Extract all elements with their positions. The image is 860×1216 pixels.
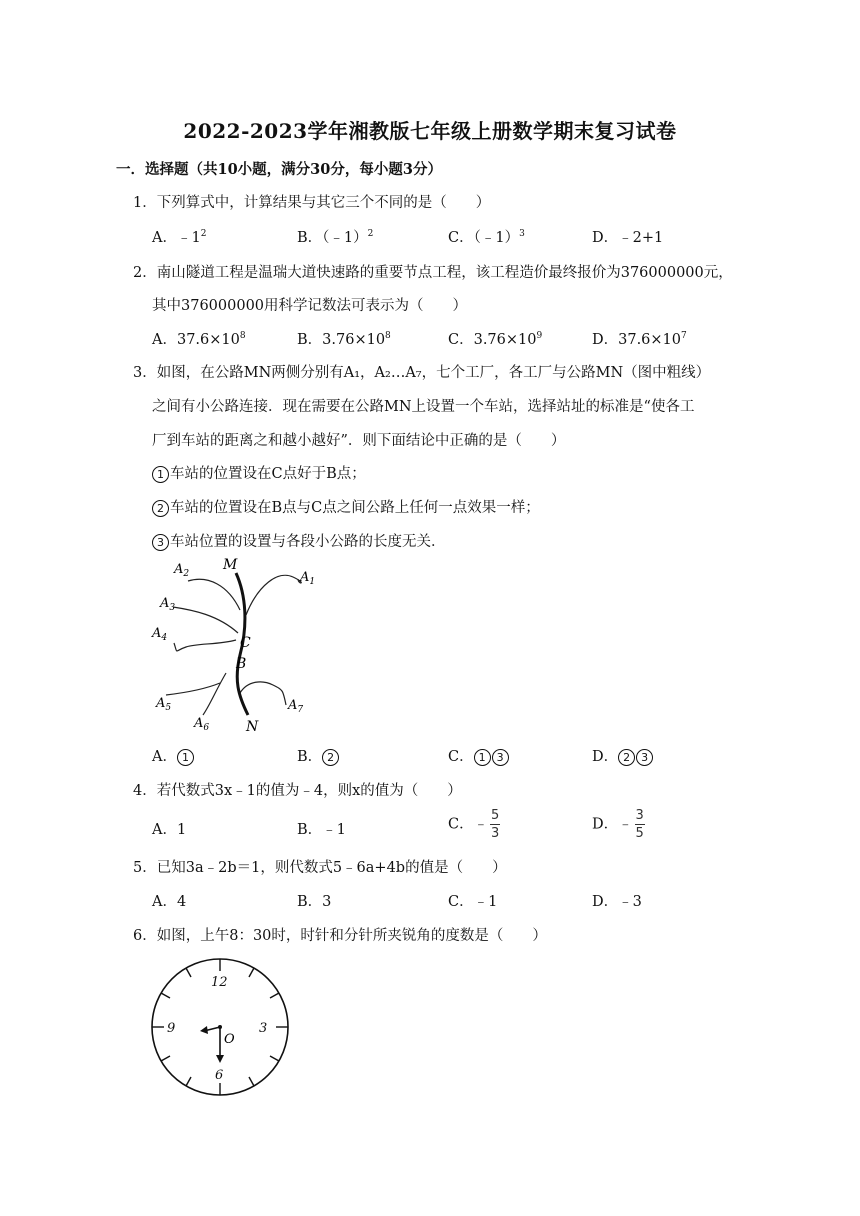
q3-statement-2: 2 车站的位置设在B点与C点之间公路上任何一点效果一样；: [152, 496, 540, 517]
q2-stem-line1: 2．南山隧道工程是温瑞大道快速路的重要节点工程，该工程造价最终报价为376000000元，: [133, 265, 733, 281]
label-n: N: [246, 719, 259, 735]
q5-stem: 5．已知3a﹣2b＝1，则代数式5﹣6a+4b的值是（ ）: [133, 860, 507, 876]
q6-stem: 6．如图，上午8：30时，时针和分针所夹锐角的度数是（ ）: [133, 928, 547, 944]
q1-option-b: B．（﹣1）$^2$: [297, 229, 374, 246]
q5-option-c: C．﹣1: [448, 894, 498, 910]
clock-numeral-12: 12: [211, 975, 228, 990]
clock-figure: [148, 955, 293, 1100]
q5-option-d: D．﹣3: [592, 894, 642, 910]
clock-center-label: O: [224, 1032, 235, 1047]
branch-a6: [203, 673, 226, 715]
q4-stem: 4．若代数式3x﹣1的值为﹣4，则x的值为（ ）: [133, 783, 462, 799]
clock-center-dot: [218, 1025, 222, 1029]
q3-option-c: C． 1 3: [448, 745, 510, 766]
q5-option-a: A．4: [152, 894, 187, 910]
q3-stem-line2: 之间有小公路连接．现在需要在公路MN上设置一个车站，选择站址的标准是“使各工: [152, 399, 695, 415]
q1-option-d: D．﹣2+1: [592, 230, 664, 246]
label-b: B: [236, 656, 247, 672]
hour-hand-arrow: [200, 1026, 208, 1034]
q2-option-b: B．$3.76\times 10^8$: [297, 331, 391, 348]
q2-option-d: D．$37.6\times 10^7$: [592, 331, 687, 348]
q3-option-a: A． 1: [152, 745, 195, 766]
branch-a1: [246, 575, 301, 615]
label-a2: $A_2$: [174, 562, 190, 579]
label-a1: $A_1$: [300, 570, 316, 587]
label-a5: $A_5$: [156, 696, 172, 713]
q3-statement-3: 3 车站位置的设置与各段小公路的长度无关．: [152, 530, 446, 551]
q2-stem-line2: 其中376000000用科学记数法可表示为（ ）: [152, 298, 468, 314]
branch-a2: [188, 579, 240, 610]
q3-stem-line3: 厂到车站的距离之和越小越好”．则下面结论中正确的是（ ）: [152, 433, 566, 449]
q5-option-b: B．3: [297, 894, 332, 910]
clock-numeral-9: 9: [167, 1021, 176, 1036]
label-c: C: [240, 635, 251, 651]
q2-option-c: C．$3.76\times 10^9$: [448, 331, 543, 348]
minute-hand-arrow: [216, 1055, 224, 1063]
section-heading: 一．选择题（共10小题，满分30分，每小题3分）: [116, 161, 442, 178]
q3-statement-1: 1 车站的位置设在C点好于B点；: [152, 462, 366, 483]
q4-option-d: D．﹣ $\frac{3}{5}$: [592, 808, 644, 841]
road-figure: [148, 555, 328, 735]
q3-stem-line1: 3．如图，在公路MN两侧分别有A₁，A₂…A₇，七个工厂，各工厂与公路MN（图中粗线）: [133, 365, 711, 381]
q1-option-a: A．$﹣1^2$: [152, 229, 207, 246]
q1-option-c: C．（﹣1）$^3$: [448, 229, 525, 246]
label-a7: $A_7$: [288, 698, 304, 715]
q1-stem: 1．下列算式中，计算结果与其它三个不同的是（ ）: [133, 195, 491, 211]
clock-numeral-6: 6: [215, 1068, 224, 1083]
q3-option-b: B． 2: [297, 745, 340, 766]
q4-option-b: B．﹣1: [297, 822, 346, 838]
q4-option-c: C．﹣ $\frac{5}{3}$: [448, 808, 500, 841]
label-a4: $A_4$: [152, 626, 168, 643]
branch-a4: [174, 640, 236, 651]
page-title: 2022-2023学年湘教版七年级上册数学期末复习试卷: [183, 119, 677, 143]
q3-option-d: D． 2 3: [592, 745, 654, 766]
label-m: M: [223, 557, 238, 573]
q4-option-a: A．1: [152, 822, 187, 838]
q2-option-a: A．$37.6\times 10^8$: [152, 331, 246, 348]
branch-a3: [173, 607, 238, 633]
branch-a7: [240, 682, 286, 705]
branch-a5: [166, 683, 220, 695]
clock-numeral-3: 3: [259, 1021, 268, 1036]
label-a3: $A_3$: [160, 596, 176, 613]
label-a6: $A_6$: [194, 716, 210, 733]
